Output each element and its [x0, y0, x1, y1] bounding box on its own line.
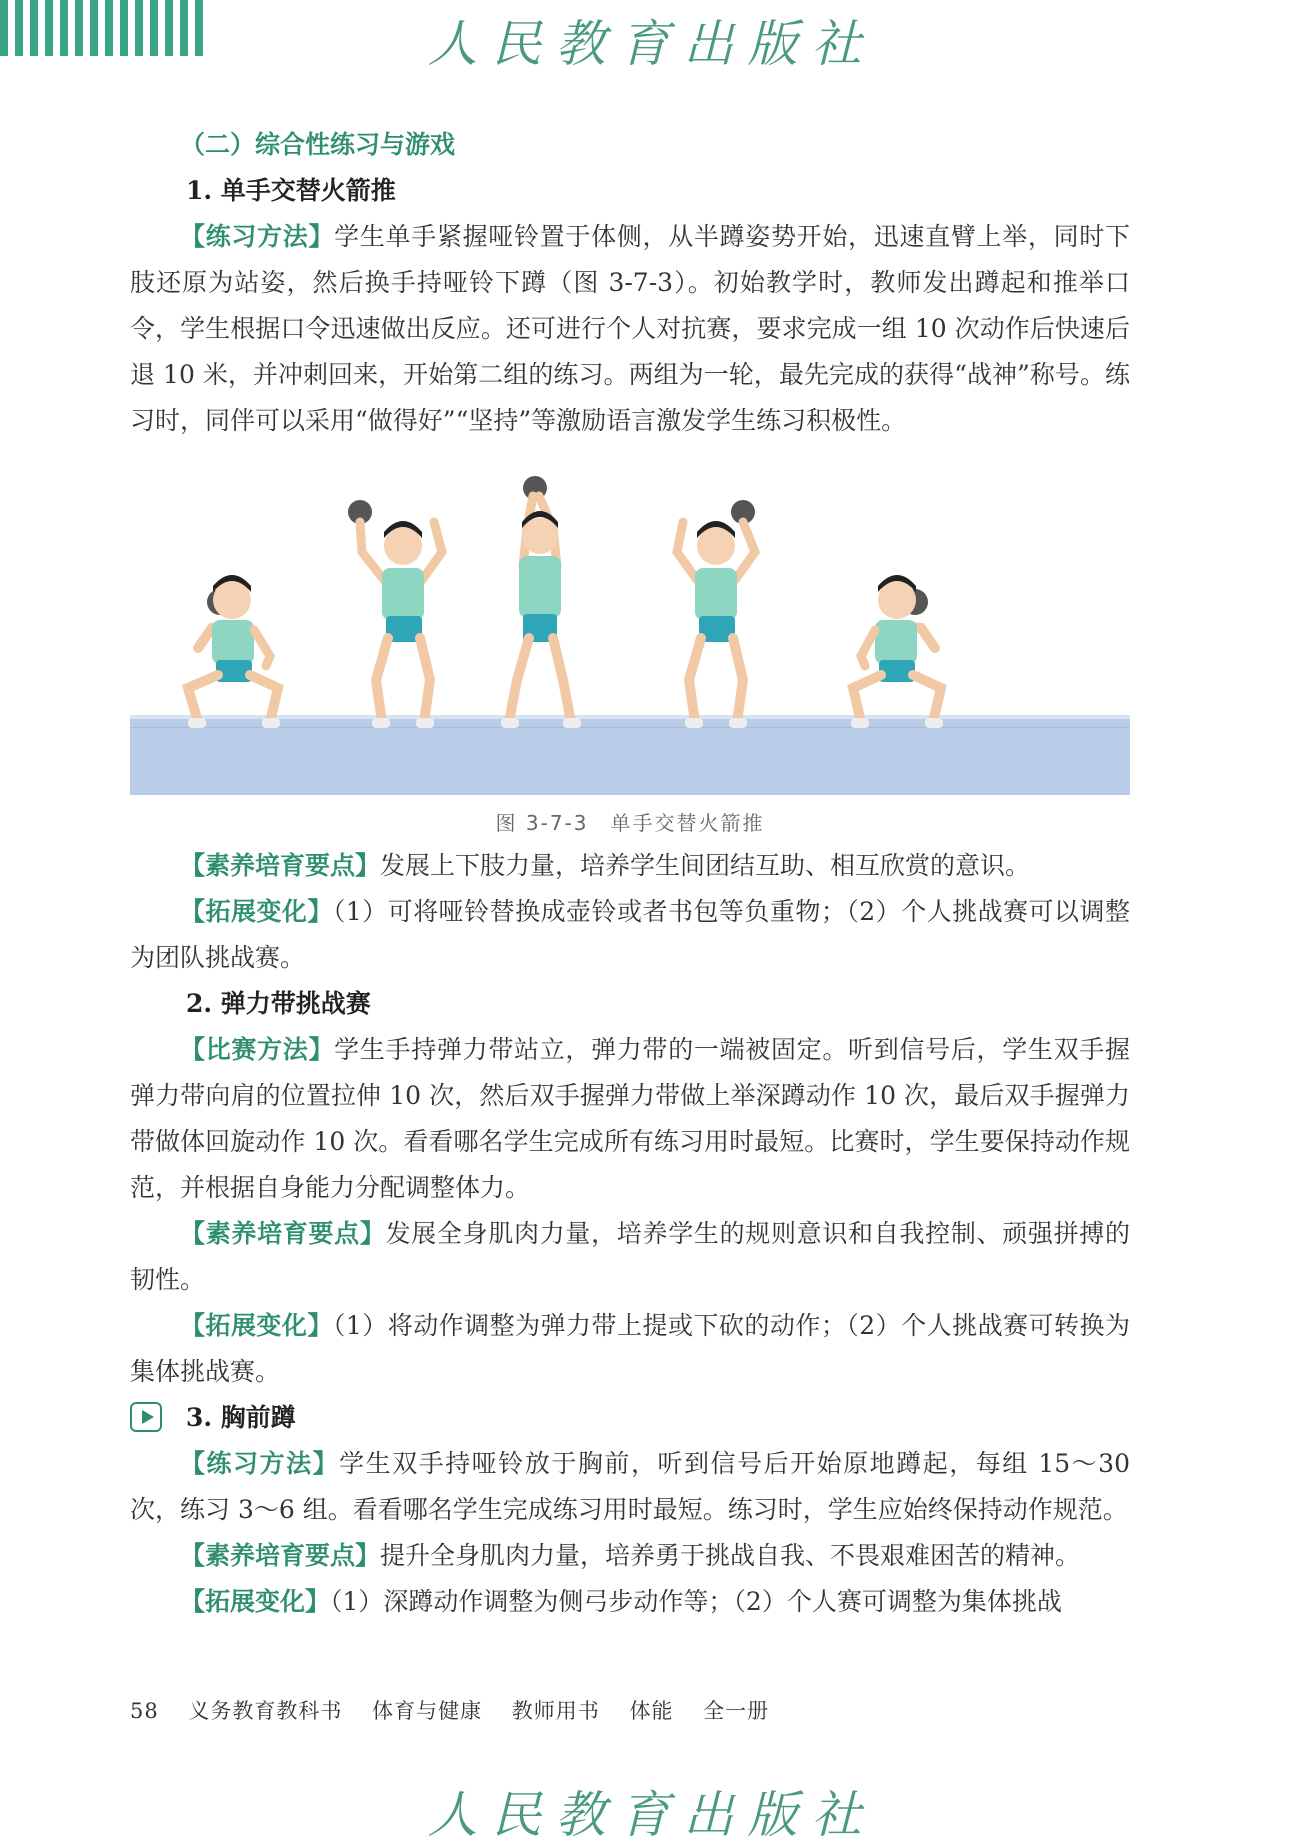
item-title-3	[130, 1395, 1130, 1441]
item-title-2: 2. 弹力带挑战赛	[186, 989, 371, 1018]
paragraph-text: 学生单手紧握哑铃置于体侧，从半蹲姿势开始，迅速直臂上举，同时下肢还原为站姿，然后换手持哑铃下蹲（图 3-7-3）。初始教学时，教师发出蹲起和推举口令，学生根据口令迅速做出反应。还可进行个人对抗赛，要求完成一组 10 次动作后快速后退 10 米，并冲刺回来，开始第二组的练习。两组为一轮，最先完成的获得“战神”称号。练习时，同伴可以采用“做得好”“坚持”等激励语言激发学生练习积极性。	[130, 222, 1130, 435]
paragraph-text: （1）将动作调整为弹力带上提或下砍的动作；（2）个人挑战赛可转换为集体挑战赛。	[130, 1311, 1130, 1386]
publisher-logo-bottom: 人民教育出版社	[427, 1786, 876, 1844]
athlete-figure-5	[851, 575, 943, 728]
tag-label: 【拓展变化】	[180, 897, 333, 926]
paragraph-text: 发展上下肢力量，培养学生间团结互助、相互欣赏的意识。	[380, 851, 1031, 880]
paragraph-extension-1	[130, 889, 1130, 981]
tag-label: 【素养培育要点】	[180, 851, 381, 880]
paragraph-literacy-points-3	[130, 1533, 1130, 1579]
athlete-figure-3	[501, 476, 581, 728]
page-content	[130, 122, 1130, 1625]
play-video-icon[interactable]	[130, 1402, 162, 1432]
figure-caption: 图 3-7-3 单手交替火箭推	[495, 811, 765, 835]
paragraph-literacy-points-2	[130, 1211, 1130, 1303]
footer-subject: 体育与健康	[372, 1699, 483, 1723]
paragraph-text: 提升全身肌肉力量，培养勇于挑战自我、不畏艰难困苦的精神。	[380, 1541, 1081, 1570]
athlete-figure-1	[188, 575, 280, 728]
item-title-3-text: 3. 胸前蹲	[186, 1403, 296, 1432]
paragraph-text: 发展全身肌肉力量，培养学生的规则意识和自我控制、顽强拼搏的韧性。	[130, 1219, 1130, 1294]
tag-label: 【比赛方法】	[180, 1035, 335, 1064]
paragraph-text: 学生手持弹力带站立，弹力带的一端被固定。听到信号后，学生双手握弹力带向肩的位置拉伸 10 次，然后双手握弹力带做上举深蹲动作 10 次，最后双手握弹力带做体回旋动作 10 次。看看哪名学生完成所有练习用时最短。比赛时，学生要保持动作规范，并根据自身能力分配调整体力。	[130, 1035, 1130, 1202]
footer-type: 教师用书	[511, 1699, 600, 1723]
page-number: 58	[130, 1699, 159, 1723]
paragraph-competition-method-2	[130, 1027, 1130, 1211]
paragraph-text: （1）深蹲动作调整为侧弓步动作等；（2）个人赛可调整为集体挑战	[330, 1587, 1062, 1616]
tag-label: 【拓展变化】	[180, 1311, 333, 1340]
paragraph-text: 学生双手持哑铃放于胸前，听到信号后开始原地蹲起，每组 15～30 次，练习 3～6 组。看看哪名学生完成练习用时最短。练习时，学生应始终保持动作规范。	[130, 1449, 1130, 1524]
tag-label: 【练习方法】	[180, 222, 335, 251]
footer-book: 义务教育教科书	[188, 1699, 343, 1723]
page-footer	[130, 1695, 791, 1725]
publisher-logo-top: 人民教育出版社	[427, 15, 876, 73]
tag-label: 【素养培育要点】	[180, 1541, 381, 1570]
athlete-figure-4	[677, 500, 755, 728]
paragraph-practice-method-3	[130, 1441, 1130, 1533]
paragraph-extension-2	[130, 1303, 1130, 1395]
tag-label: 【练习方法】	[180, 1449, 340, 1478]
athlete-figure-2	[348, 500, 442, 728]
section-title: （二）综合性练习与游戏	[180, 130, 456, 159]
footer-volume: 全一册	[703, 1699, 770, 1723]
footer-topic: 体能	[629, 1699, 674, 1723]
tag-label: 【素养培育要点】	[180, 1219, 386, 1248]
tag-label: 【拓展变化】	[180, 1587, 331, 1616]
figure-illustration	[130, 470, 1130, 795]
paragraph-extension-3	[130, 1579, 1130, 1625]
paragraph-text: （1）可将哑铃替换成壶铃或者书包等负重物；（2）个人挑战赛可以调整为团队挑战赛。	[130, 897, 1130, 972]
item-title-1: 1. 单手交替火箭推	[186, 176, 396, 205]
paragraph-literacy-points-1	[130, 843, 1130, 889]
figure-rocket-push	[130, 470, 1130, 795]
paragraph-practice-method-1	[130, 214, 1130, 444]
